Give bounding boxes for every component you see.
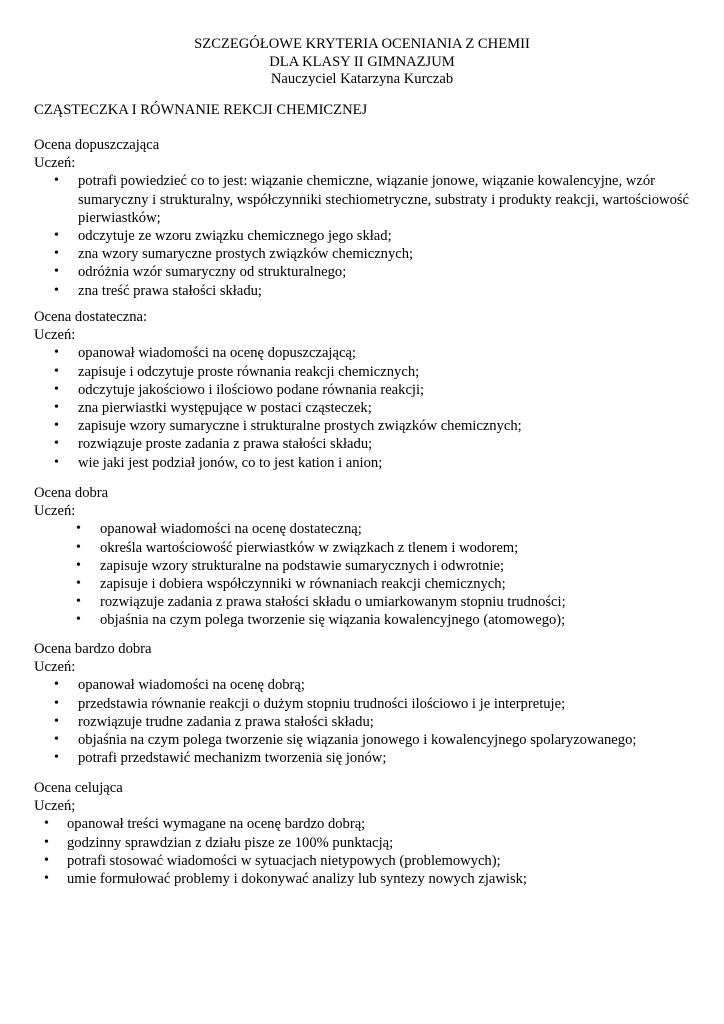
criteria-item xyxy=(34,611,700,629)
bullet-icon: • xyxy=(44,834,49,850)
criteria-list xyxy=(34,172,698,299)
criteria-text: objaśnia na czym polega tworzenie się wiązania kowalencyjnego (atomowego); xyxy=(100,612,566,629)
bullet-icon: • xyxy=(76,576,81,592)
grade-heading: Ocena dopuszczająca xyxy=(34,137,160,153)
criteria-text: rozwiązuje zadania z prawa stałości składu o umiarkowanym stopniu trudności; xyxy=(100,594,566,611)
student-label: Uczeń: xyxy=(34,155,76,172)
criteria-item xyxy=(34,417,698,435)
criteria-text: odczytuje jakościowo i ilościowo podane równania reakcji; xyxy=(78,381,425,398)
grade-section xyxy=(34,779,687,888)
criteria-item xyxy=(34,749,698,767)
bullet-icon: • xyxy=(76,594,81,610)
grade-section xyxy=(34,640,698,767)
grade-heading: Ocena celująca xyxy=(34,780,123,796)
bullet-icon: • xyxy=(76,557,81,573)
criteria-text: opanował wiadomości na ocenę dopuszczającą; xyxy=(78,345,356,362)
bullet-icon: • xyxy=(54,264,59,280)
criteria-list xyxy=(34,344,698,471)
document-header xyxy=(0,36,724,89)
criteria-item xyxy=(34,344,698,362)
bullet-icon: • xyxy=(54,695,59,711)
criteria-item xyxy=(34,676,698,694)
criteria-item xyxy=(34,593,700,611)
bullet-icon: • xyxy=(54,713,59,729)
bullet-icon: • xyxy=(54,173,59,189)
criteria-text: zapisuje wzory strukturalne na podstawie sumarycznych i odwrotnie; xyxy=(100,557,505,574)
criteria-text: przedstawia równanie reakcji o dużym stopniu trudności ilościowo i je interpretuje; xyxy=(78,695,566,712)
criteria-list xyxy=(34,815,687,888)
criteria-text: rozwiązuje proste zadania z prawa stałości składu; xyxy=(78,436,373,453)
criteria-text: zna pierwiastki występujące w postaci cząsteczek; xyxy=(78,400,372,417)
bullet-icon: • xyxy=(76,612,81,628)
bullet-icon: • xyxy=(54,750,59,766)
grade-heading: Ocena dostateczna: xyxy=(34,309,148,325)
grade-heading: Ocena bardzo dobra xyxy=(34,641,152,657)
student-label: Uczeń: xyxy=(34,503,76,520)
criteria-text: zapisuje wzory sumaryczne i strukturalne prostych związków chemicznych; xyxy=(78,418,522,435)
criteria-text: zapisuje i odczytuje proste równania reakcji chemicznych; xyxy=(78,363,420,380)
criteria-item xyxy=(34,520,700,538)
criteria-item xyxy=(34,852,687,870)
bullet-icon: • xyxy=(54,246,59,262)
criteria-text: zapisuje i dobiera współczynniki w równaniach reakcji chemicznych; xyxy=(100,576,506,593)
criteria-item xyxy=(34,815,687,833)
criteria-item xyxy=(34,399,698,417)
criteria-item xyxy=(34,263,698,281)
header-title: SZCZEGÓŁOWE KRYTERIA OCENIANIA Z CHEMII xyxy=(194,36,530,52)
bullet-icon: • xyxy=(44,852,49,868)
criteria-item xyxy=(34,363,698,381)
criteria-item xyxy=(34,172,698,227)
criteria-item xyxy=(34,539,700,557)
criteria-text: umie formułować problemy i dokonywać analizy lub syntezy nowych zjawisk; xyxy=(67,871,527,888)
criteria-text: opanował wiadomości na ocenę dobrą; xyxy=(78,677,305,694)
criteria-text: opanował treści wymagane na ocenę bardzo dobrą; xyxy=(67,816,366,833)
grade-section xyxy=(34,484,700,630)
criteria-text: odczytuje ze wzoru związku chemicznego jego skład; xyxy=(78,228,392,245)
criteria-item xyxy=(34,834,687,852)
criteria-item xyxy=(34,870,687,888)
bullet-icon: • xyxy=(54,228,59,244)
criteria-text: potrafi stosować wiadomości w sytuacjach nietypowych (problemowych); xyxy=(67,852,501,869)
criteria-text: potrafi przedstawić mechanizm tworzenia się jonów; xyxy=(78,750,387,767)
criteria-text: wie jaki jest podział jonów, co to jest kation i anion; xyxy=(78,454,383,471)
criteria-item xyxy=(34,381,698,399)
section-title: CZĄSTECZKA I RÓWNANIE REKCJI CHEMICZNEJ xyxy=(34,102,368,118)
criteria-text: zna treść prawa stałości składu; xyxy=(78,282,262,299)
criteria-item xyxy=(34,731,698,749)
bullet-icon: • xyxy=(54,454,59,470)
bullet-icon: • xyxy=(44,871,49,887)
criteria-text: objaśnia na czym polega tworzenie się wiązania jonowego i kowalencyjnego spolaryzowanego; xyxy=(78,732,637,749)
bullet-icon: • xyxy=(54,282,59,298)
criteria-text: potrafi powiedzieć co to jest: wiązanie chemiczne, wiązanie jonowe, wiązanie kowalencyjne, wzór sumaryczny i strukturalny, współczynniki stechiometryczne, substraty i produkty reakcji, wartościowość pierwiastków; xyxy=(78,173,690,226)
criteria-item xyxy=(34,575,700,593)
student-label: Uczeń: xyxy=(34,327,76,344)
criteria-item xyxy=(34,282,698,300)
criteria-text: zna wzory sumaryczne prostych związków chemicznych; xyxy=(78,246,414,263)
criteria-item xyxy=(34,454,698,472)
criteria-text: określa wartościowość pierwiastków w związkach z tlenem i wodorem; xyxy=(100,539,519,556)
bullet-icon: • xyxy=(54,363,59,379)
header-class: DLA KLASY II GIMNAZJUM xyxy=(269,53,455,70)
bullet-icon: • xyxy=(54,436,59,452)
bullet-icon: • xyxy=(76,521,81,537)
criteria-item xyxy=(34,713,698,731)
student-label: Uczeń; xyxy=(34,798,76,815)
student-label: Uczeń: xyxy=(34,659,76,676)
grade-heading: Ocena dobra xyxy=(34,485,109,501)
criteria-text: godzinny sprawdzian z działu pisze ze 100% punktacją; xyxy=(67,834,394,851)
criteria-text: odróżnia wzór sumaryczny od strukturalnego; xyxy=(78,264,347,281)
grade-section xyxy=(34,136,698,300)
bullet-icon: • xyxy=(54,418,59,434)
header-teacher: Nauczyciel Katarzyna Kurczab xyxy=(270,71,454,87)
bullet-icon: • xyxy=(54,345,59,361)
bullet-icon: • xyxy=(76,539,81,555)
criteria-item xyxy=(34,245,698,263)
criteria-text: opanował wiadomości na ocenę dostateczną; xyxy=(100,521,362,538)
bullet-icon: • xyxy=(44,816,49,832)
bullet-icon: • xyxy=(54,732,59,748)
bullet-icon: • xyxy=(54,677,59,693)
criteria-item xyxy=(34,227,698,245)
bullet-icon: • xyxy=(54,400,59,416)
criteria-item xyxy=(34,695,698,713)
criteria-list xyxy=(34,676,698,767)
criteria-item xyxy=(34,557,700,575)
criteria-list xyxy=(34,520,700,629)
grade-section xyxy=(34,308,698,472)
bullet-icon: • xyxy=(54,381,59,397)
criteria-text: rozwiązuje trudne zadania z prawa stałości składu; xyxy=(78,713,374,730)
criteria-item xyxy=(34,435,698,453)
